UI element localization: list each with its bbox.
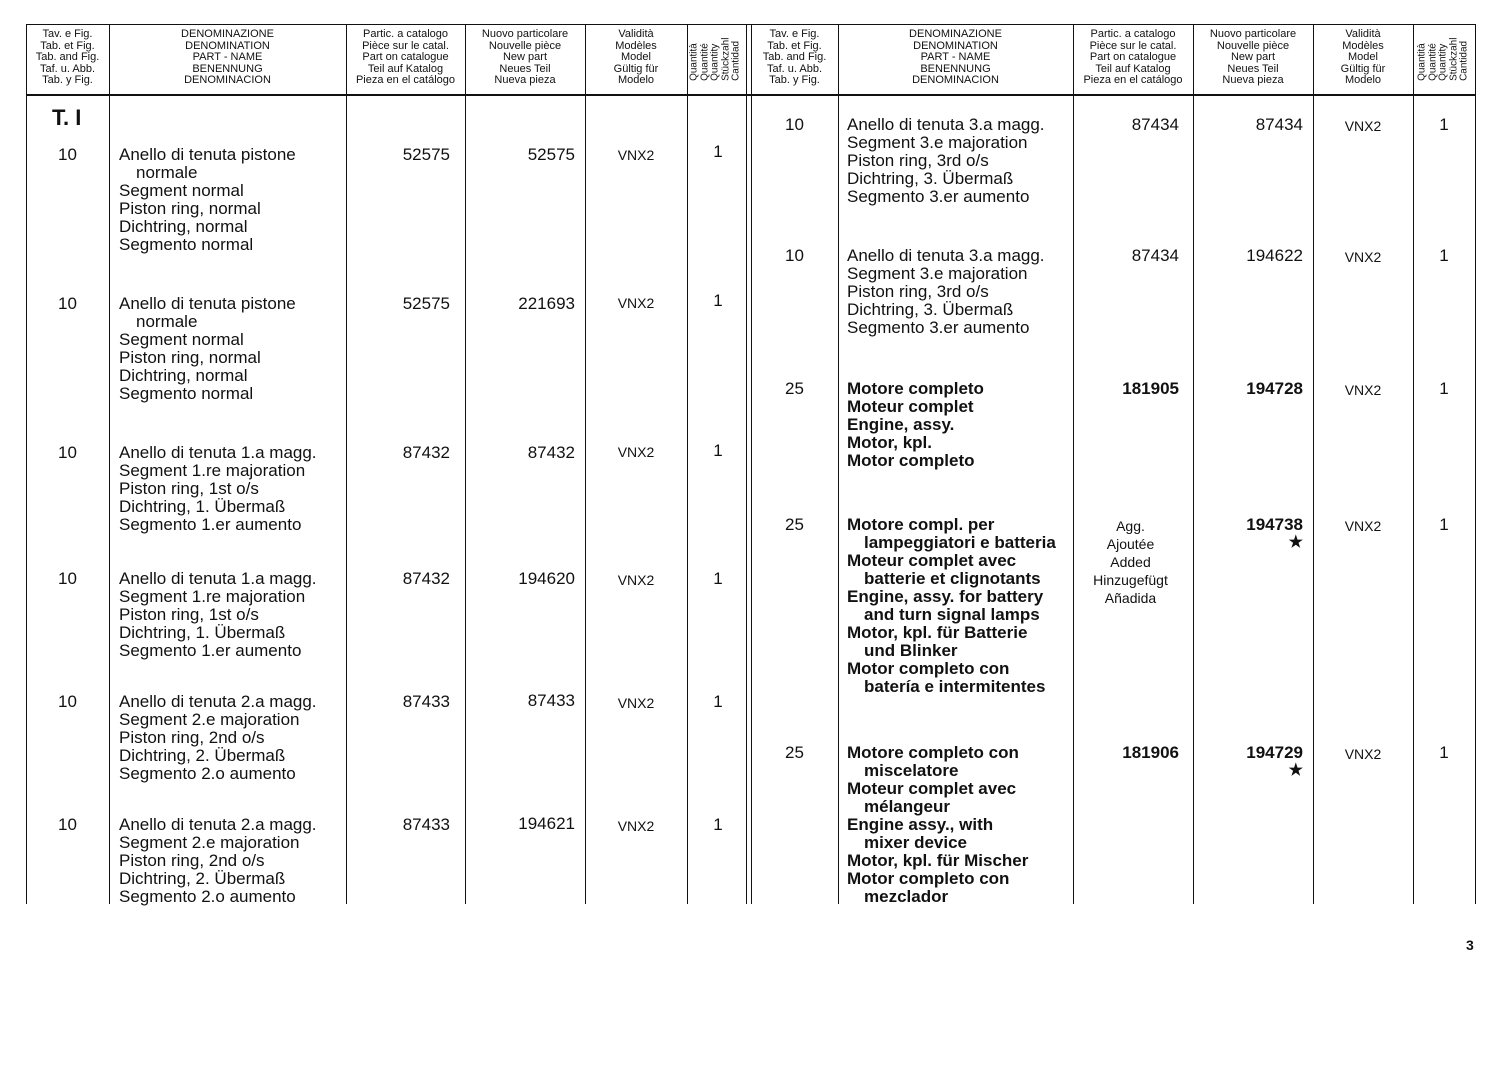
fig-number: 10: [58, 294, 77, 313]
col-divider: [1313, 24, 1314, 904]
header-denominazione: DENOMINAZIONE DENOMINATION PART - NAME BENENNUNG DENOMINACION: [181, 28, 274, 87]
header-quantita: Quantità Quantité Quantity Stückzahl Cantidad: [1416, 37, 1470, 81]
quantity: 1: [1439, 115, 1449, 134]
part-name: Motore completo con miscelatore Moteur complet avec mélangeur Engine assy., with mixer device Motor, kpl. für Mischer Motor completo con mezclador: [847, 743, 1029, 906]
fig-number: 10: [58, 443, 77, 462]
catalog-number: 181905: [1122, 379, 1179, 398]
new-part-number: 194729 ★: [1193, 744, 1303, 780]
catalog-number: 52575: [402, 294, 450, 313]
quantity: 1: [1439, 379, 1449, 398]
fig-number: 10: [785, 246, 804, 265]
catalog-number: 181906: [1122, 743, 1179, 762]
part-name: Anello di tenuta 1.a magg. Segment 1.re majoration Piston ring, 1st o/s Dichtring, 1. Übermaß Segmento 1.er aumento: [119, 569, 317, 660]
model: VNX2: [1344, 249, 1382, 265]
model: VNX2: [617, 147, 655, 163]
new-part-number: 87434: [1255, 115, 1303, 134]
new-part-number: 194728: [1246, 379, 1303, 398]
header-tav: Tav. e Fig. Tab. et Fig. Tab. and Fig. Taf. u. Abb. Tab. y Fig.: [762, 28, 827, 87]
fig-number: 10: [58, 692, 77, 711]
quantity: 1: [713, 291, 723, 310]
header-quantita: Quantità Quantité Quantity Stückzahl Cantidad: [688, 37, 742, 81]
quantity: 1: [1439, 743, 1449, 762]
header-tav: Tav. e Fig. Tab. et Fig. Tab. and Fig. Taf. u. Abb. Tab. y Fig.: [35, 28, 100, 87]
model: VNX2: [1344, 518, 1382, 534]
new-part-number: 87433: [527, 691, 575, 710]
model: VNX2: [617, 572, 655, 588]
header-partic: Partic. a catalogo Pièce sur le catal. Part on catalogue Teil auf Katalog Pieza en el catálogo: [355, 28, 456, 87]
model: VNX2: [1344, 746, 1382, 762]
new-part-number: 194622: [1246, 246, 1303, 265]
new-part-number: 87432: [527, 443, 575, 462]
fig-number: 25: [785, 379, 804, 398]
part-name: Motore completo Moteur complet Engine, assy. Motor, kpl. Motor completo: [847, 379, 984, 470]
model: VNX2: [617, 695, 655, 711]
part-name: Anello di tenuta 3.a magg. Segment 3.e majoration Piston ring, 3rd o/s Dichtring, 3. Übermaß Segmento 3.er aumento: [847, 115, 1045, 206]
model: VNX2: [617, 295, 655, 311]
part-name: Anello di tenuta pistone normale Segment normal Piston ring, normal Dichtring, normal Segmento normal: [119, 294, 296, 403]
catalog-added-note: Agg. Ajoutée Added Hinzugefügt Añadida: [1093, 518, 1168, 606]
new-part-number: 194620: [518, 569, 575, 588]
header-denominazione: DENOMINAZIONE DENOMINATION PART - NAME BENENNUNG DENOMINACION: [909, 28, 1002, 87]
quantity: 1: [713, 142, 723, 161]
fig-number: 25: [785, 743, 804, 762]
col-divider: [109, 24, 110, 904]
catalog-number: 87434: [1131, 115, 1179, 134]
col-divider: [1073, 24, 1074, 904]
catalog-number: 87434: [1131, 246, 1179, 265]
model: VNX2: [1344, 118, 1382, 134]
header-nuovo: Nuovo particolare Nouvelle pièce New part Neues Teil Nueva pieza: [481, 28, 569, 87]
new-part-number: 52575: [527, 145, 575, 164]
part-name: Motore compl. per lampeggiatori e batteria Moteur complet avec batterie et clignotants Engine, assy. for battery and turn signal lamps Motor, kpl. für Batterie und Blinker Motor completo con batería e intermitentes: [847, 515, 1056, 696]
quantity: 1: [713, 815, 723, 834]
page-number: 3: [1466, 937, 1474, 953]
fig-number: 25: [785, 515, 804, 534]
header-partic: Partic. a catalogo Pièce sur le catal. Part on catalogue Teil auf Katalog Pieza en el catálogo: [1083, 28, 1183, 87]
header-validita: Validità Modèles Model Gültig für Modelo: [613, 28, 659, 87]
quantity: 1: [1439, 246, 1449, 265]
catalog-number: 87432: [402, 443, 450, 462]
model: VNX2: [617, 444, 655, 460]
header-validita: Validità Modèles Model Gültig für Modelo: [1340, 28, 1386, 87]
catalog-number: 87433: [402, 692, 450, 711]
star-icon: ★: [1288, 534, 1303, 551]
fig-number: 10: [58, 569, 77, 588]
part-name: Anello di tenuta 2.a magg. Segment 2.e majoration Piston ring, 2nd o/s Dichtring, 2. Übermaß Segmento 2.o aumento: [119, 815, 317, 906]
section-title: T. I: [52, 105, 82, 130]
quantity: 1: [713, 692, 723, 711]
catalog-number: 87433: [402, 815, 450, 834]
center-double-divider: [751, 24, 752, 904]
catalog-number: 52575: [402, 145, 450, 164]
model: VNX2: [617, 818, 655, 834]
new-part-number: 194621: [518, 814, 575, 833]
fig-number: 10: [58, 145, 77, 164]
part-name: Anello di tenuta 3.a magg. Segment 3.e majoration Piston ring, 3rd o/s Dichtring, 3. Übermaß Segmento 3.er aumento: [847, 246, 1045, 337]
fig-number: 10: [58, 815, 77, 834]
header-nuovo: Nuovo particolare Nouvelle pièce New part Neues Teil Nueva pieza: [1209, 28, 1297, 87]
fig-number: 10: [785, 115, 804, 134]
col-divider: [1413, 24, 1414, 904]
new-part-number: 194738 ★: [1193, 516, 1303, 552]
quantity: 1: [713, 441, 723, 460]
part-name: Anello di tenuta 2.a magg. Segment 2.e majoration Piston ring, 2nd o/s Dichtring, 2. Übermaß Segmento 2.o aumento: [119, 692, 317, 783]
part-name: Anello di tenuta 1.a magg. Segment 1.re majoration Piston ring, 1st o/s Dichtring, 1. Übermaß Segmento 1.er aumento: [119, 443, 317, 534]
quantity: 1: [1439, 515, 1449, 534]
quantity: 1: [713, 569, 723, 588]
part-name: Anello di tenuta pistone normale Segment normal Piston ring, normal Dichtring, normal Segmento normal: [119, 145, 296, 254]
catalog-number: 87432: [402, 569, 450, 588]
model: VNX2: [1344, 382, 1382, 398]
new-part-number: 221693: [518, 294, 575, 313]
star-icon: ★: [1288, 762, 1303, 779]
col-divider: [1475, 24, 1476, 904]
col-divider: [838, 24, 839, 904]
